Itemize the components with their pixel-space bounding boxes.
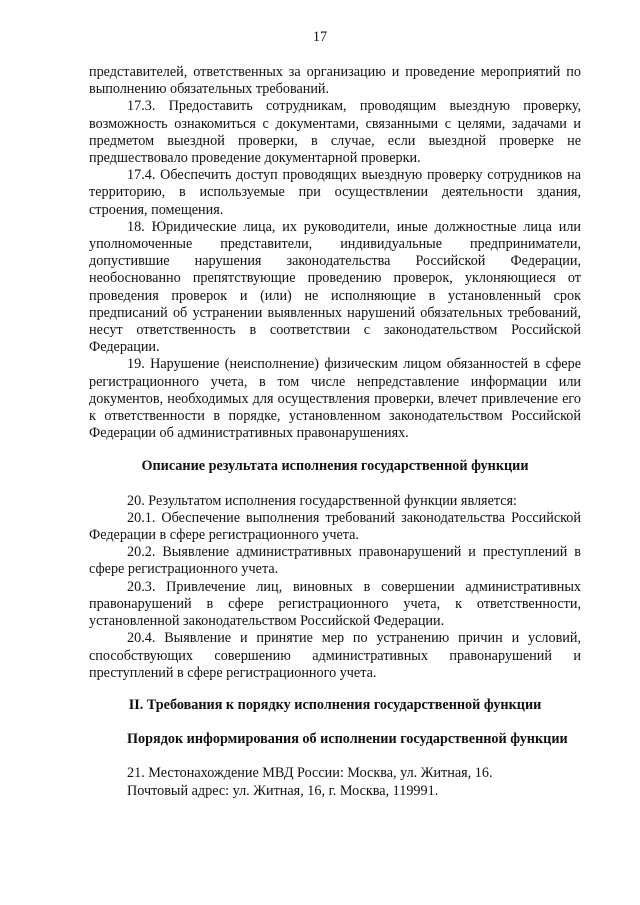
paragraph-20-2: 20.2. Выявление административных правонарушений и преступлений в сфере регистрационного учета. (89, 544, 581, 578)
page-content (89, 64, 581, 800)
paragraph-19: 19. Нарушение (неисполнение) физическим лицом обязанностей в сфере регистрационного учета, в том числе непредставление информации или документов, необходимых для осуществления проверки, влечет привлечение его к ответственности в порядке, установленном законодательством Российской Федерации об административных правонарушениях. (89, 356, 581, 442)
paragraph-20: 20. Результатом исполнения государственной функции является: (127, 492, 518, 509)
page-number: 17 (312, 29, 328, 45)
paragraph-21: 21. Местонахождение МВД России: Москва, ул. Житная, 16. (127, 765, 493, 782)
section-heading-informing: Порядок информирования об исполнении государственной функции (127, 731, 568, 748)
paragraph-18: 18. Юридические лица, их руководители, иные должностные лица или уполномоченные представители, индивидуальные предприниматели, допустившие нарушения законодательства Российской Федерации, необоснованно препятствующие проведению проверок, уклоняющиеся от проведения проверок и (или) не исполняющие в установленный срок предписаний об устранении выявленных нарушений обязательных требований, несут ответственность в соответствии с законодательством Российской Федерации. (89, 218, 581, 356)
paragraph-postal-address: Почтовый адрес: ул. Житная, 16, г. Москва, 119991. (127, 782, 439, 799)
paragraph-17-4: 17.4. Обеспечить доступ проводящих выездную проверку сотрудников на территорию, в используемые при осуществлении деятельности здания, строения, помещения. (89, 167, 581, 218)
section-heading-requirements: II. Требования к порядку исполнения государственной функции (128, 696, 542, 713)
paragraph-20-4: 20.4. Выявление и принятие мер по устранению причин и условий, способствующих совершению административных правонарушений и преступлений в сфере регистрационного учета. (89, 630, 581, 681)
paragraph-20-3: 20.3. Привлечение лиц, виновных в совершении административных правонарушений в сфере регистрационного учета, к ответственности, установленной законодательством Российской Федерации. (89, 578, 581, 630)
paragraph-20-1: 20.1. Обеспечение выполнения требований законодательства Российской Федерации в сфере регистрационного учета. (89, 509, 581, 544)
paragraph-continued: представителей, ответственных за организацию и проведение мероприятий по выполнению обязательных требований. (89, 64, 581, 98)
paragraph-17-3: 17.3. Предоставить сотрудникам, проводящим выездную проверку, возможность ознакомиться с документами, связанными с целями, задачами и предметом выездной проверки, в случае, если выездной проверке не предшествовало проведение документарной проверки. (89, 98, 581, 167)
section-heading-result: Описание результата исполнения государственной функции (141, 458, 529, 475)
